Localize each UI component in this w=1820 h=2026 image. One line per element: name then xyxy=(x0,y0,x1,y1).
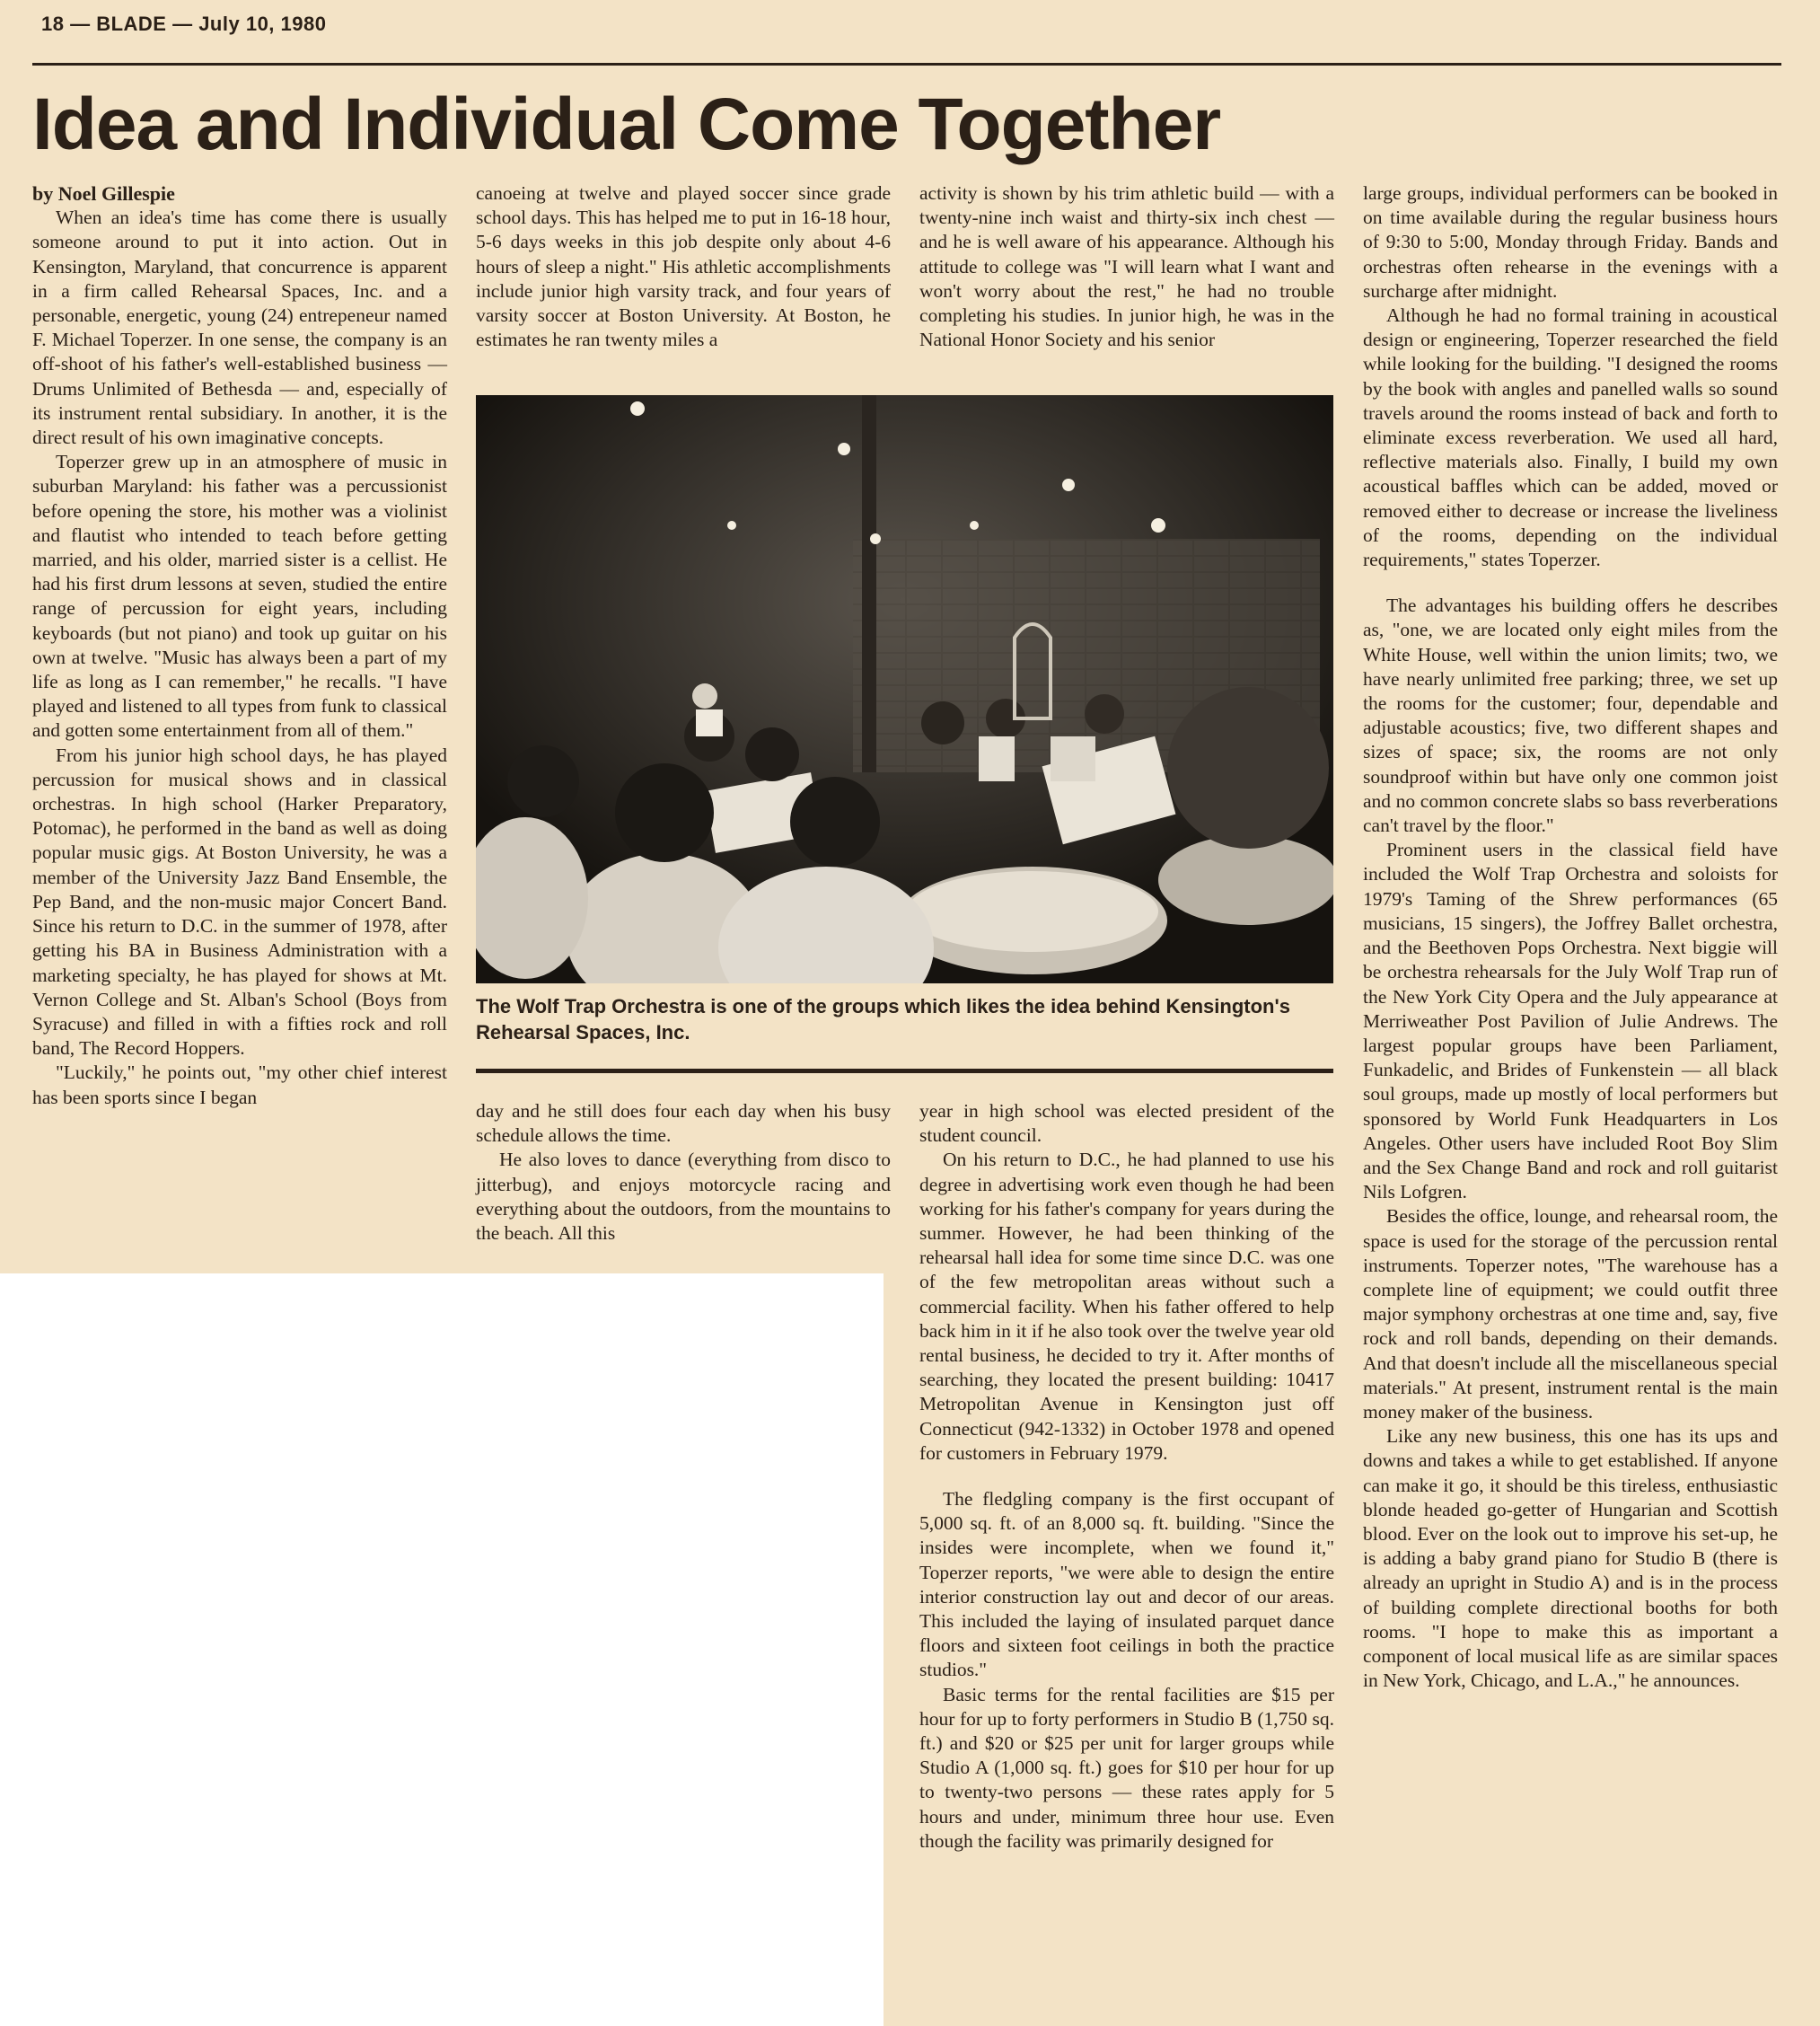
masthead: 18 — BLADE — July 10, 1980 xyxy=(41,13,327,35)
col4-paragraph: Although he had no formal training in acoustical design or engineering, Toperzer researched the field while looking for the building. "I designed the rooms by the book with angles and panelled walls so sound travels around the rooms instead of back and forth to eliminate excess reverberation. We used all hard, reflective materials also. Finally, I build my own acoustical baffles which can be added, moved or removed either to decrease or increase the liveliness of the rooms, depending on the individual requirements," states Toperzer. xyxy=(1363,304,1778,571)
col3-paragraph: The fledgling company is the first occupant of 5,000 sq. ft. of an 8,000 sq. ft. building. "Since the insides were incomplete, when we found it," Toperzer reports, "we were able to design the entire interior construction lay out and decor of our areas. This included the laying of insulated parquet dance floors and sixteen foot ceilings in both the practice studios." xyxy=(919,1488,1334,1681)
col4-paragraph: large groups, individual performers can be booked in on time available during the regular business hours of 9:30 to 5:00, Monday through Friday. Bands and orchestras often rehearse in the evenings with a surcharge after midnight. xyxy=(1363,182,1778,302)
col1-paragraph: From his junior high school days, he has played percussion for musical shows and in classical orchestras. In high school (Harker Preparatory, Potomac), he performed in the band as well as doing popular music gigs. At Boston University, he was a member of the University Jazz Band Ensemble, the Pep Band, and the non-music major Concert Band. Since his return to D.C. in the summer of 1978, after getting his BA in Business Administration with a marketing specialty, he has played for shows at Mt. Vernon College and St. Alban's School (Boys from Syracuse) and filled in with a fifties rock and roll band, The Record Hoppers. xyxy=(32,744,447,1060)
col1-paragraph: When an idea's time has come there is usually someone around to put it into action. Out in Kensington, Maryland, that concurrence is apparent in a firm called Rehearsal Spaces, Inc. and a personable, energetic, young (24) entrepeneur named F. Michael Toperzer. In one sense, the company is an off-shoot of his father's well-established business — Drums Unlimited of Bethesda — and, especially of its instrument rental subsidiary. In another, it is the direct result of his own imaginative concepts. xyxy=(32,207,447,449)
col3-paragraph: Basic terms for the rental facilities are $15 per hour for up to forty performers in Studio B (1,750 sq. ft.) and $20 or $25 per unit for larger groups while Studio A (1,000 sq. ft.) goes for $10 per hour for up to twenty-two persons — these rates apply for 5 hours and under, minimum three hour use. Even though the facility was primarily designed for xyxy=(919,1683,1334,1852)
column-4 xyxy=(1363,181,1778,1693)
column-2-bottom xyxy=(476,1099,891,1246)
header-rule xyxy=(32,63,1781,66)
col3-paragraph: year in high school was elected president of the student council. xyxy=(919,1100,1334,1147)
column-2-top xyxy=(476,181,891,352)
photo-caption: The Wolf Trap Orchestra is one of the groups which likes the idea behind Kensington's Rehearsal Spaces, Inc. xyxy=(476,995,1290,1044)
col4-paragraph: Like any new business, this one has its ups and downs and takes a while to get established. If anyone can make it go, it should be this tireless, enthusiastic blonde headed go-getter of Hungarian and Scottish blood. Ever on the look out to improve his set-up, he is adding a baby grand piano for Studio B (there is already an upright in Studio A) and is in the process of building complete directional booths for both rooms. "I hope to make this as important a component of local musical life as are similar spaces in New York, Chicago, and L.A.," he announces. xyxy=(1363,1425,1778,1692)
col1-paragraph: Toperzer grew up in an atmosphere of music in suburban Maryland: his father was a percussionist before opening the store, his mother was a violinist and flautist who intended to teach before getting married, and his older, married sister is a cellist. He had his first drum lessons at seven, studied the entire range of percussion for eight years, including keyboards (but not piano) and took up guitar on his own at twelve. "Music has always been a part of my life as long as I can remember," he recalls. "I have played and listened to all types from funk to classical and gotten some entertainment from all of them." xyxy=(32,451,447,742)
col3-paragraph: On his return to D.C., he had planned to use his degree in advertising work even though he had been working for his father's company for years during the summer. However, he had been thinking of the rehearsal hall idea for some time since D.C. was one of the few metropolitan areas without such a commercial facility. When his father offered to help back him in it if he also took over the twelve year old rental business, he decided to try it. After months of searching, they located the present building: 10417 Metropolitan Avenue in Kensington just off Connecticut (942-1332) in October 1978 and opened for customers in February 1979. xyxy=(919,1149,1334,1464)
orchestra-photo-image xyxy=(476,395,1333,983)
column-3-bottom xyxy=(919,1099,1334,1854)
column-3-top xyxy=(919,181,1334,352)
orchestra-photo xyxy=(476,395,1333,983)
col4-paragraph: Prominent users in the classical field have included the Wolf Trap Orchestra and soloists for 1979's Taming of the Shrew performances (65 musicians, 15 singers), the Joffrey Ballet orchestra, and the Beethoven Pops Orchestra. Next biggie will be orchestra rehearsals for the July Wolf Trap run of the New York City Opera and the July appearance at Merriweather Post Pavilion of Julie Andrews. The largest popular groups have been Parliament, Funkadelic, and Brides of Funkenstein — all black soul groups, made up mostly of local performers but sponsored by World Funk Headquarters in Los Angeles. Other users have included Root Boy Slim and the Sex Change Band and rock and roll guitarist Nils Lofgren. xyxy=(1363,839,1778,1203)
col2-paragraph: canoeing at twelve and played soccer since grade school days. This has helped me to put in 16-18 hour, 5-6 days weeks in this job despite only about 4-6 hours of sleep a night." His athletic accomplishments include junior high varsity track, and four years of varsity soccer at Boston University. At Boston, he estimates he ran twenty miles a xyxy=(476,182,891,351)
col3-paragraph: activity is shown by his trim athletic build — with a twenty-nine inch waist and thirty-six inch chest — and he is well aware of his appearance. Although his attitude to college was "I will learn what I want and won't worry about the rest," he had no trouble completing his studies. In junior high, he was in the National Honor Society and his senior xyxy=(919,182,1334,351)
col2-paragraph: He also loves to dance (everything from disco to jitterbug), and enjoys motorcycle racing and everything about the outdoors, from the mountains to the beach. All this xyxy=(476,1149,891,1245)
col1-paragraph: "Luckily," he points out, "my other chief interest has been sports since I began xyxy=(32,1061,447,1108)
col4-paragraph: The advantages his building offers he describes as, "one, we are located only eight miles from the White House, well within the union limits; two, we have nearly unlimited free parking; three, we set up the rooms for the customer; four, dependable and adjustable acoustics; five, two different shapes and sizes of space; six, the rooms are not only soundproof within but have only one common joist and no common concrete slabs so bass reverberations can't travel by the floor." xyxy=(1363,595,1778,837)
headline: Idea and Individual Come Together xyxy=(32,84,1221,165)
col2-paragraph: day and he still does four each day when his busy schedule allows the time. xyxy=(476,1100,891,1147)
caption-rule xyxy=(476,1069,1333,1073)
col4-paragraph: Besides the office, lounge, and rehearsal room, the space is used for the storage of the percussion rental instruments. Toperzer notes, "The warehouse has a complete line of equipment; we could outfit three major symphony orchestras at one time and, say, five rock and roll bands, depending on their demands. And that doesn't include all the miscellaneous special materials." At present, instrument rental is the main money maker of the business. xyxy=(1363,1205,1778,1423)
byline: by Noel Gillespie xyxy=(32,182,175,205)
column-1 xyxy=(32,181,447,1110)
